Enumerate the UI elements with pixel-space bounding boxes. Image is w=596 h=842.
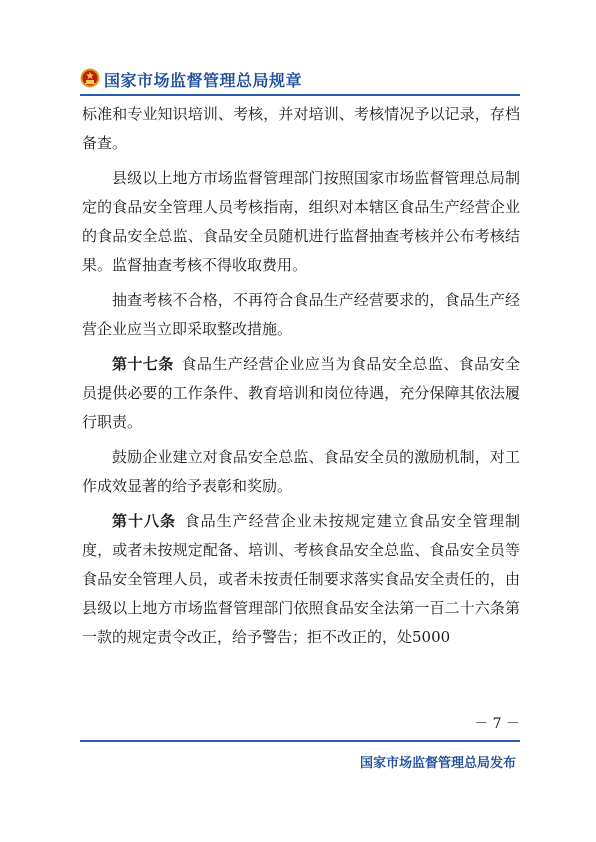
header-title: 国家市场监督管理总局规章 — [104, 71, 303, 90]
paragraph — [82, 443, 520, 501]
header-divider — [80, 94, 520, 96]
footer-publisher: 国家市场监督管理总局发布 — [359, 756, 516, 771]
paragraph-text: 鼓励企业建立对食品安全总监、食品安全员的激励机制，对工作成效显著的给予表彰和奖励。 — [82, 448, 520, 495]
page-number: － 7 － — [474, 716, 520, 732]
national-emblem-icon — [80, 68, 100, 88]
article-heading: 第十七条 — [112, 355, 182, 373]
page-header — [80, 64, 520, 94]
paragraph — [82, 100, 520, 158]
paragraph-text: 抽查考核不合格，不再符合食品生产经营要求的，食品生产经营企业应当立即采取整改措施。 — [82, 291, 520, 338]
paragraph-text: 食品生产经营企业应当为食品安全总监、食品安全员提供必要的工作条件、教育培训和岗位待遇，充分保障其依法履行职责。 — [82, 355, 520, 431]
paragraph — [82, 350, 520, 437]
paragraph-text: 食品生产经营企业未按规定建立食品安全管理制度，或者未按规定配备、培训、考核食品安全总监、食品安全员等食品安全管理人员，或者未按责任制要求落实食品安全责任的，由县级以上地方市场监督管理部门依照食品安全法第一百二十六条第一款的规定责令改正，给予警告；拒不改正的，处5000 — [82, 512, 520, 646]
paragraph — [82, 286, 520, 344]
paragraph-text: 县级以上地方市场监督管理部门按照国家市场监督管理总局制定的食品安全管理人员考核指南，组织对本辖区食品生产经营企业的食品安全总监、食品安全员随机进行监督抽查考核并公布考核结果。监督抽查考核不得收取费用。 — [82, 169, 520, 274]
article-heading: 第十八条 — [112, 512, 184, 530]
footer-divider — [80, 740, 520, 742]
document-body — [82, 100, 520, 658]
paragraph — [82, 507, 520, 652]
paragraph — [82, 164, 520, 280]
paragraph-text: 标准和专业知识培训、考核，并对培训、考核情况予以记录，存档备查。 — [82, 105, 520, 152]
